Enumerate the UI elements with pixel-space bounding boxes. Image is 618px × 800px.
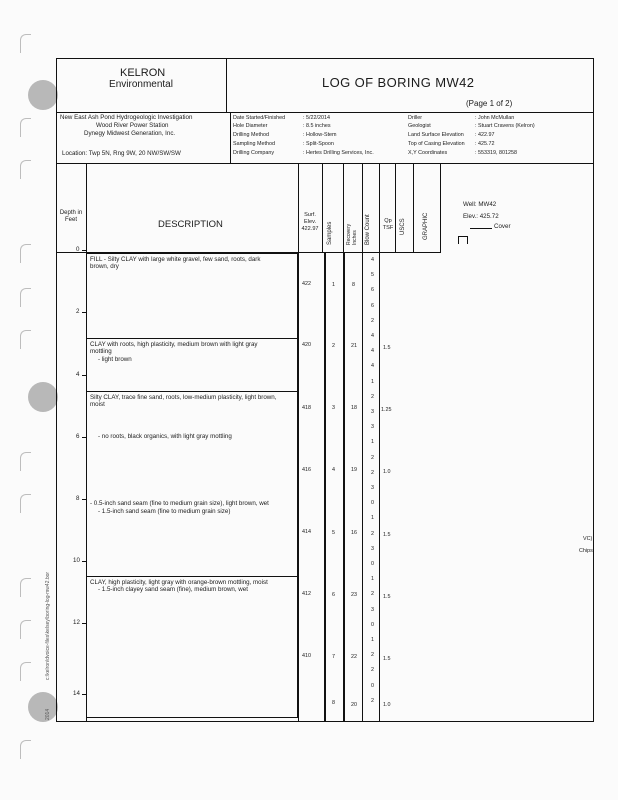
elevation-mark: 416 [302, 467, 311, 473]
graphic-header: GRAPHIC [423, 212, 429, 240]
blow-header: Blow Count [365, 214, 371, 245]
blow-count: 2 [371, 667, 374, 674]
sample-column-line [324, 252, 326, 722]
project-line1: New East Ash Pond Hydrogeologic Investigation [60, 114, 193, 121]
blow-count: 3 [371, 606, 374, 613]
info-rule [56, 163, 594, 164]
blow-count: 1 [371, 515, 374, 522]
well-name: Well: MW42 [463, 201, 497, 208]
site-label: Top of Casing Elevation [408, 141, 465, 147]
layer-description: Silty CLAY, trace fine sand, roots, low-medium plasticity, light brown, moist [90, 394, 277, 409]
depth-tick: 14 [73, 690, 80, 697]
drilling-label: Drilling Company [233, 150, 275, 156]
depth-tick: 0 [76, 246, 80, 253]
elevation-header: Surf. Elev. 422.97 [301, 212, 319, 232]
layer-note: - no roots, black organics, with light gray mottling [98, 432, 232, 440]
info-divider [230, 112, 231, 163]
elevation-mark: 420 [302, 342, 311, 348]
sample-qp: 1.5 [383, 345, 391, 351]
drilling-value: : 5/22/2014 [303, 115, 330, 121]
sample-number: 1 [332, 282, 335, 288]
sample-qp: 1.5 [383, 656, 391, 662]
binder-ring-mark [20, 620, 31, 639]
blow-count: 0 [371, 561, 374, 567]
sample-recovery: 19 [351, 467, 357, 473]
site-label: Geologist [408, 123, 431, 129]
layer-clay-gray [86, 576, 298, 718]
well-cover-leader [470, 228, 492, 229]
blow-count: 4 [371, 333, 374, 339]
blow-count: 6 [371, 287, 374, 294]
sample-number: 5 [332, 530, 335, 536]
sample-recovery: 16 [351, 530, 357, 536]
binder-ring-mark [20, 288, 31, 307]
sample-column-line [343, 252, 345, 722]
well-cover-label: Cover [494, 223, 511, 230]
elevation-mark: 418 [302, 405, 311, 411]
recovery-col-divider [362, 163, 363, 253]
layer-note: - 0.5-inch sand seam (fine to medium grain size), light brown, wet [90, 500, 269, 508]
site-value: : 422.97 [475, 132, 495, 138]
sample-qp: 1.25 [381, 407, 392, 413]
sample-recovery: 8 [352, 282, 355, 288]
sample-recovery: 21 [351, 343, 357, 349]
elevation-mark: 414 [302, 529, 311, 535]
drilling-label: Hole Diameter [233, 123, 268, 129]
blow-count: 2 [371, 393, 374, 400]
blow-count: 1 [371, 439, 374, 446]
layer-clay [86, 338, 298, 391]
blow-count: 4 [371, 363, 374, 370]
header-rule [56, 112, 594, 113]
sample-number: 7 [332, 654, 335, 660]
drilling-value: : Split-Spoon [303, 141, 334, 147]
header-divider [226, 58, 227, 112]
year-stamp: 2014 [45, 708, 51, 720]
well-cover-icon [458, 236, 468, 244]
cutoff-text: Chips [579, 548, 593, 554]
blow-count: 2 [371, 530, 374, 537]
file-path-stamp: c:\kelron\dvoice-files\kelsey\boring-log-mw42.bor [45, 571, 51, 680]
desc-col-divider [298, 163, 299, 722]
sample-qp: 1.5 [383, 594, 391, 600]
depth-tick: 12 [73, 619, 80, 626]
samples-header: Samples [327, 221, 333, 245]
blow-count: 4 [371, 348, 374, 355]
blow-count: 0 [371, 500, 374, 507]
page-title: LOG OF BORING MW42 [322, 75, 475, 90]
uscs-header: USCS [400, 218, 406, 235]
binder-ring-mark [20, 118, 31, 137]
punch-hole [28, 80, 58, 110]
sample-number: 3 [332, 405, 335, 411]
layer-note: - 1.5-inch sand seam (fine to medium grain size) [98, 507, 231, 515]
depth-tick: 8 [76, 495, 80, 502]
blow-count: 2 [371, 454, 374, 461]
sample-recovery: 20 [351, 702, 357, 708]
blow-count: 1 [371, 378, 374, 385]
layer-note: - 1.5-inch clayey sand seam (fine), medium brown, wet [98, 586, 248, 594]
description-header: DESCRIPTION [158, 219, 223, 230]
depth-tick: 10 [73, 557, 80, 564]
sample-number: 8 [332, 700, 335, 706]
samples-col-divider [343, 163, 344, 253]
site-value: : 553319, 801258 [475, 150, 517, 156]
site-value: : Stuart Cravens (Kelron) [475, 123, 535, 129]
elevation-mark: 410 [302, 653, 311, 659]
layer-description: CLAY with roots, high plasticity, medium brown with light gray mottling [90, 341, 258, 356]
binder-ring-mark [20, 740, 31, 759]
blow-count: 5 [371, 272, 374, 279]
sample-number: 2 [332, 343, 335, 349]
drilling-label: Drilling Method [233, 132, 269, 138]
drilling-value: : Hertes Drilling Services, Inc. [303, 150, 374, 156]
blow-count: 2 [371, 317, 374, 324]
site-value: : John McMullan [475, 115, 515, 121]
sample-number: 4 [332, 467, 335, 473]
binder-ring-mark [20, 452, 31, 471]
elev-col-divider [322, 163, 323, 253]
drilling-label: Sampling Method [233, 141, 275, 147]
blow-count: 6 [371, 302, 374, 309]
blow-col-divider [379, 163, 380, 722]
company-sub: Environmental [109, 79, 173, 90]
depth-header: Depth in Feet [59, 210, 83, 223]
sample-recovery: 18 [351, 405, 357, 411]
sample-recovery: 23 [351, 592, 357, 598]
binder-ring-mark [20, 244, 31, 263]
blow-count: 1 [371, 576, 374, 583]
company-name: KELRON [120, 67, 166, 79]
blow-count: 2 [371, 591, 374, 598]
layer-silty-clay [86, 391, 298, 576]
blow-count: 3 [371, 409, 374, 415]
cutoff-text: VC) [583, 536, 593, 542]
blow-count: 3 [371, 485, 374, 491]
binder-ring-mark [20, 160, 31, 179]
blow-count: 3 [371, 424, 374, 431]
depth-tick: 2 [76, 308, 80, 315]
page-break-rule [86, 717, 298, 719]
depth-tick: 4 [76, 371, 80, 378]
binder-ring-mark [20, 330, 31, 349]
elevation-mark: 422 [302, 281, 311, 287]
sample-qp: 1.0 [383, 469, 391, 475]
graphic-col-divider [440, 163, 441, 253]
blow-count: 0 [371, 682, 374, 689]
binder-ring-mark [20, 34, 31, 53]
sample-number: 6 [332, 592, 335, 598]
project-location: Location: Twp 5N, Rng 9W, 20 NW/SW/SW [62, 150, 181, 157]
qp-col-divider [395, 163, 396, 253]
layer-description: CLAY, high plasticity, light gray with orange-brown mottling, moist [90, 579, 268, 586]
blow-count: 1 [371, 637, 374, 643]
site-label: Land Surface Elevation [408, 132, 464, 138]
layer-fill [86, 253, 298, 338]
sample-qp: 1.5 [383, 532, 391, 538]
binder-ring-mark [20, 494, 31, 513]
binder-ring-mark [20, 662, 31, 681]
recovery-column-line [362, 252, 363, 722]
recovery-header: Recovery Inches [346, 223, 358, 245]
site-label: X,Y Coordinates [408, 150, 448, 156]
uscs-col-divider [413, 163, 414, 253]
blow-count: 2 [371, 652, 374, 659]
elevation-mark: 412 [302, 591, 311, 597]
qp-header: Qp TSF [382, 218, 394, 231]
site-value: : 425.72 [475, 141, 495, 147]
depth-tick-mark [82, 250, 86, 251]
blow-count: 4 [371, 257, 374, 263]
drilling-label: Date Started/Finished [233, 115, 286, 121]
project-line3: Dynegy Midwest Generation, Inc. [84, 130, 176, 137]
punch-hole [28, 382, 58, 412]
drilling-value: : Hollow-Stem [303, 132, 337, 138]
project-line2: Wood River Power Station [96, 122, 169, 129]
layer-note: - light brown [98, 355, 132, 363]
sample-qp: 1.0 [383, 702, 391, 708]
binder-ring-mark [20, 578, 31, 597]
blow-count: 2 [371, 697, 374, 704]
well-elevation: Elev.: 425.72 [463, 213, 499, 220]
drilling-value: : 8.5 inches [303, 123, 331, 129]
site-label: Driller [408, 115, 423, 121]
blow-count: 3 [371, 545, 374, 552]
punch-hole [28, 692, 58, 722]
blow-count: 0 [371, 621, 374, 628]
depth-tick: 6 [76, 433, 80, 440]
sample-recovery: 22 [351, 654, 357, 660]
blow-count: 2 [371, 469, 374, 476]
layer-description: FILL - Silty CLAY with large white gravel, few sand, roots, dark brown, dry [90, 256, 261, 271]
page-number: (Page 1 of 2) [466, 99, 513, 108]
